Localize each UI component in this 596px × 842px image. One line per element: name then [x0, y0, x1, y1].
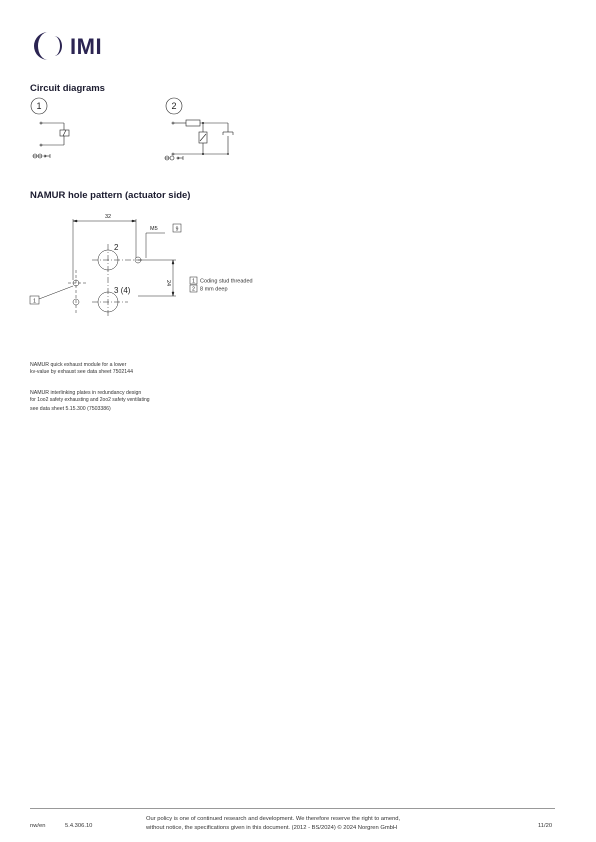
legend-num-2: 2	[192, 286, 195, 293]
namur-hole-pattern-drawing	[28, 210, 288, 320]
footer-lang: nw/en	[30, 823, 46, 829]
thread-label: M5	[150, 226, 158, 232]
footer-policy-line1: Our policy is one of continued research and development. We therefore reserve the right to amend,	[146, 816, 401, 822]
circuit-label-2: 2	[171, 101, 177, 111]
note-interlinking-plates	[30, 390, 150, 413]
footer-divider	[30, 808, 555, 809]
port-label-2: 2	[114, 243, 119, 252]
note1-line2: kv-value by exhaust see data sheet 7502144	[30, 369, 133, 375]
dimension-32: 32	[104, 214, 112, 220]
footer-policy	[146, 815, 400, 833]
note2-line1: NAMUR interlinking plates in redundancy design	[30, 390, 142, 396]
circuit-label-1: 1	[36, 101, 42, 111]
note1-line1: NAMUR quick exhaust module for a lower	[30, 362, 127, 368]
brand-name: IMI	[70, 34, 103, 59]
dimension-24: 24	[165, 280, 171, 287]
namur-title: NAMUR hole pattern (actuator side)	[30, 190, 191, 201]
circuit-diagrams-title: Circuit diagrams	[30, 83, 105, 94]
callout-1: 1	[33, 298, 36, 305]
page-number: 11/20	[538, 823, 553, 829]
legend-num-1: 1	[192, 278, 195, 285]
footer-policy-line2: without notice, the specifications given in this document. (2012 - BS/2024) © 2024 Norgren GmbH	[146, 825, 398, 831]
legend-text-1: Coding stud threaded	[200, 278, 253, 285]
legend-text-2: 8 mm deep	[200, 286, 228, 293]
port-label-3-4: 3 (4)	[114, 286, 131, 295]
footer-code: 5.4.306.10	[65, 823, 93, 829]
circuit-diagrams	[28, 96, 268, 166]
note2-line2: for 1oo2 safety exhausting and 2oo2 safety ventilating	[30, 397, 150, 403]
callout-9: 9	[175, 226, 179, 233]
note-quick-exhaust	[30, 362, 133, 376]
note2-line3: see data sheet 5.15.300 (7503386)	[30, 406, 111, 412]
